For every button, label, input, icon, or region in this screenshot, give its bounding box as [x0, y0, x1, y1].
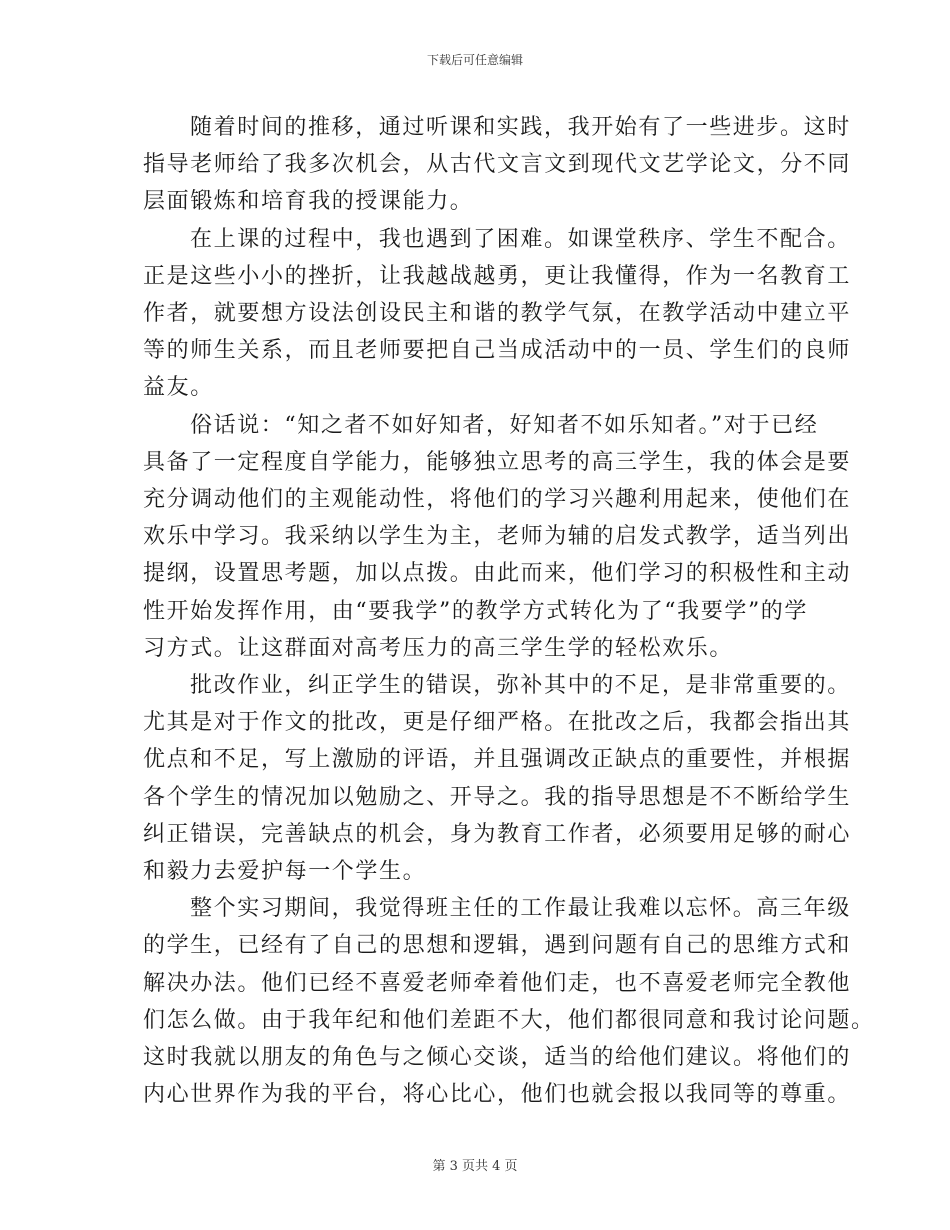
document-body: [143, 109, 875, 1113]
paragraph-line: 们怎么做。由于我年纪和他们差距不大，他们都很同意和我讨论问题。: [143, 1007, 875, 1033]
paragraph-line: 内心世界作为我的平台，将心比心，他们也就会报以我同等的尊重。: [143, 1082, 852, 1108]
paragraph-line: 和毅力去爱护每一个学生。: [143, 859, 427, 885]
paragraph-line: 各个学生的情况加以勉励之、开导之。我的指导思想是不不断给学生: [143, 784, 852, 810]
paragraph-line: 随着时间的推移，通过听课和实践，我开始有了一些进步。这时: [190, 115, 851, 140]
paragraph-line: 性开始发挥作用，由“要我学”的教学方式转化为了“我要学”的学: [143, 598, 808, 624]
paragraph-line: 具备了一定程度自学能力，能够独立思考的高三学生，我的体会是要: [143, 449, 852, 475]
paragraph-line: 作者，就要想方设法创设民主和谐的教学气氛，在教学活动中建立平: [143, 301, 852, 327]
paragraph-line: 欢乐中学习。我采纳以学生为主，老师为辅的启发式教学，适当列出: [143, 524, 852, 550]
paragraph-line: 层面锻炼和培育我的授课能力。: [143, 189, 474, 215]
paragraph-line: 这时我就以朋友的角色与之倾心交谈，适当的给他们建议。将他们的: [143, 1045, 852, 1071]
paragraph: [143, 407, 852, 667]
paragraph-line: 指导老师给了我多次机会，从古代文言文到现代文艺学论文，分不同: [143, 152, 852, 178]
paragraph-line: 优点和不足，写上激励的评语，并且强调改正缺点的重要性，并根据: [143, 747, 852, 773]
paragraph-line: 尤其是对于作文的批改，更是仔细严格。在批改之后，我都会指出其: [143, 710, 852, 736]
paragraph-line: 纠正错误，完善缺点的机会，身为教育工作者，必须要用足够的耐心: [143, 821, 852, 847]
paragraph-line: 正是这些小小的挫折，让我越战越勇，更让我懂得，作为一名教育工: [143, 263, 852, 289]
paragraph-line: 的学生，已经有了自己的思想和逻辑，遇到问题有自己的思维方式和: [143, 933, 852, 959]
page-footer-number: 第 3 页共 4 页: [432, 1159, 518, 1174]
paragraph-line: 充分调动他们的主观能动性，将他们的学习兴趣利用起来，使他们在: [143, 487, 852, 513]
paragraph-line: 解决办法。他们已经不喜爱老师牵着他们走，也不喜爱老师完全教他: [143, 970, 852, 996]
paragraph-line: 批改作业，纠正学生的错误，弥补其中的不足，是非常重要的。: [190, 673, 851, 699]
paragraph-line: 在上课的过程中，我也遇到了困难。如课堂秩序、学生不配合。: [190, 226, 851, 252]
paragraph: [143, 109, 852, 221]
paragraph-line: 整个实习期间，我觉得班主任的工作最让我难以忘怀。高三年级: [190, 896, 851, 922]
paragraph-line: 提纲，设置思考题，加以点拨。由此而来，他们学习的积极性和主动: [143, 561, 852, 587]
page-header-note: 下载后可任意编辑: [426, 53, 523, 67]
paragraph-line: 等的师生关系，而且老师要把自己当成活动中的一员、学生们的良师: [143, 338, 852, 364]
paragraph: [143, 667, 852, 890]
paragraph: [143, 890, 875, 1113]
paragraph-line: 益友。: [143, 375, 214, 401]
paragraph-line: 俗话说：“知之者不如好知者，好知者不如乐知者。”对于已经: [190, 412, 819, 438]
paragraph-line: 习方式。让这群面对高考压力的高三学生学的轻松欢乐。: [143, 635, 734, 661]
paragraph: [143, 221, 852, 407]
